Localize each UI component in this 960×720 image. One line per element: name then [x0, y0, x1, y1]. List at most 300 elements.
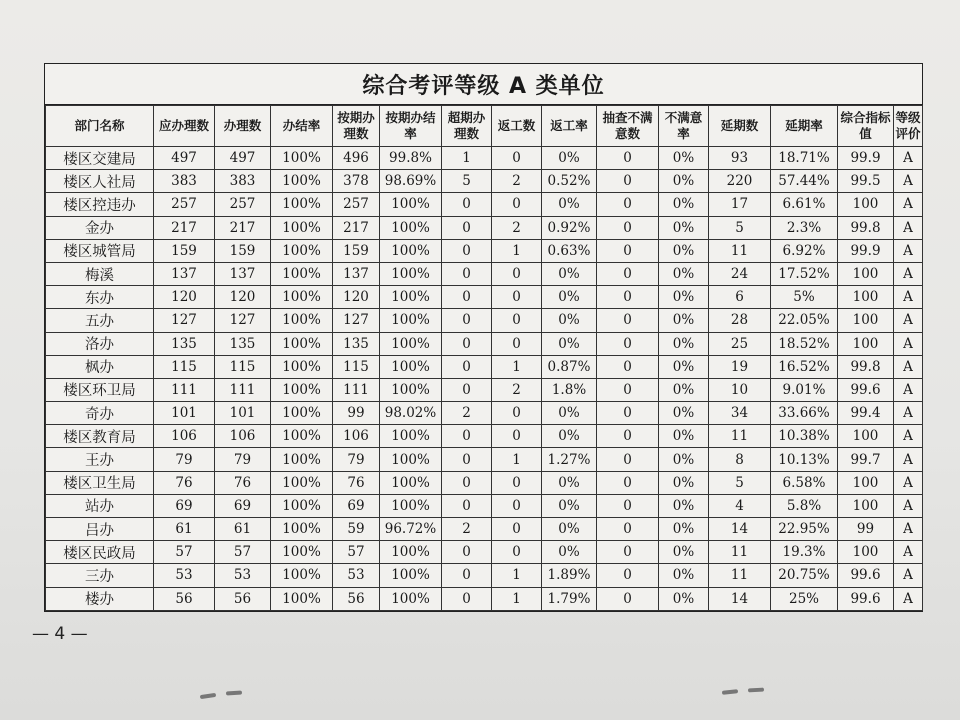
- table-cell: 0: [597, 471, 659, 494]
- table-cell: 2: [492, 170, 542, 193]
- table-cell: 14: [709, 587, 771, 610]
- table-row: [46, 402, 923, 425]
- table-cell: 10: [709, 378, 771, 401]
- column-header: 按期办结率: [380, 106, 442, 147]
- table-cell: 56: [333, 587, 380, 610]
- table-cell: 24: [709, 262, 771, 285]
- table-cell: 0%: [542, 494, 597, 517]
- table-cell: 99.6: [838, 587, 894, 610]
- table-cell: 100%: [380, 332, 442, 355]
- table-cell: 106: [215, 425, 271, 448]
- table-cell: 57: [333, 541, 380, 564]
- table-row: [46, 564, 923, 587]
- table-cell: 99.8: [838, 216, 894, 239]
- table-cell: 100%: [271, 262, 333, 285]
- table-cell: 8: [709, 448, 771, 471]
- table-cell: 0%: [542, 147, 597, 170]
- table-cell: 1: [442, 147, 492, 170]
- table-cell: A: [894, 587, 923, 610]
- table-cell: 19.3%: [771, 541, 838, 564]
- table-cell: 69: [154, 494, 215, 517]
- table-body: [46, 147, 923, 611]
- table-row: [46, 355, 923, 378]
- table-cell: 0: [442, 193, 492, 216]
- table-cell: 100%: [271, 147, 333, 170]
- table-cell: A: [894, 471, 923, 494]
- table-cell: 100: [838, 494, 894, 517]
- table-cell: 0: [597, 332, 659, 355]
- table-cell: 53: [333, 564, 380, 587]
- table-cell: A: [894, 541, 923, 564]
- table-row: [46, 587, 923, 610]
- table-cell: 111: [333, 378, 380, 401]
- table-cell: 69: [333, 494, 380, 517]
- table-cell: 76: [154, 471, 215, 494]
- table-cell: 0: [492, 262, 542, 285]
- table-cell: 17: [709, 193, 771, 216]
- table-cell: 497: [215, 147, 271, 170]
- table-cell: 100%: [271, 286, 333, 309]
- table-cell: 0%: [659, 378, 709, 401]
- paper-clip-mark: [200, 693, 216, 699]
- table-cell: 1: [492, 564, 542, 587]
- table-cell: 0%: [542, 541, 597, 564]
- table-cell: 0%: [659, 332, 709, 355]
- paper-clip-mark: [722, 689, 738, 695]
- table-cell: 6: [709, 286, 771, 309]
- table-cell: 0: [492, 193, 542, 216]
- table-cell: 99.6: [838, 564, 894, 587]
- table-cell: 0: [442, 448, 492, 471]
- table-cell: 0: [597, 518, 659, 541]
- table-cell: 101: [154, 402, 215, 425]
- table-cell: 135: [154, 332, 215, 355]
- table-cell: 100: [838, 541, 894, 564]
- table-cell: 0%: [542, 518, 597, 541]
- table-cell: 98.69%: [380, 170, 442, 193]
- table-row: [46, 378, 923, 401]
- table-cell: 99.8%: [380, 147, 442, 170]
- table-cell: 0%: [542, 425, 597, 448]
- table-cell: 100%: [271, 448, 333, 471]
- table-cell: 2.3%: [771, 216, 838, 239]
- department-name-cell: 吕办: [46, 518, 154, 541]
- table-cell: 100%: [380, 564, 442, 587]
- table-cell: 0%: [542, 262, 597, 285]
- table-cell: 0: [597, 170, 659, 193]
- table-cell: 100%: [380, 587, 442, 610]
- table-cell: 120: [154, 286, 215, 309]
- table-cell: 0%: [542, 286, 597, 309]
- table-cell: 383: [215, 170, 271, 193]
- table-cell: 106: [154, 425, 215, 448]
- table-cell: 0: [442, 286, 492, 309]
- table-cell: 100%: [271, 216, 333, 239]
- table-cell: 19: [709, 355, 771, 378]
- table-cell: 135: [333, 332, 380, 355]
- table-cell: 0%: [659, 448, 709, 471]
- table-cell: 0: [597, 355, 659, 378]
- table-cell: 0%: [659, 494, 709, 517]
- column-header: 返工率: [542, 106, 597, 147]
- table-cell: 0: [442, 471, 492, 494]
- table-cell: 0: [442, 239, 492, 262]
- table-cell: 220: [709, 170, 771, 193]
- table-cell: 100%: [380, 216, 442, 239]
- table-cell: 0: [442, 309, 492, 332]
- department-name-cell: 五办: [46, 309, 154, 332]
- table-cell: 120: [333, 286, 380, 309]
- table-cell: 100%: [271, 378, 333, 401]
- table-cell: 100%: [271, 518, 333, 541]
- table-cell: 0: [492, 541, 542, 564]
- table-cell: 11: [709, 541, 771, 564]
- table-cell: 10.13%: [771, 448, 838, 471]
- table-cell: 6.58%: [771, 471, 838, 494]
- table-cell: 11: [709, 564, 771, 587]
- table-cell: 111: [154, 378, 215, 401]
- table-cell: 137: [154, 262, 215, 285]
- table-cell: 57.44%: [771, 170, 838, 193]
- table-cell: 159: [215, 239, 271, 262]
- table-cell: 2: [492, 378, 542, 401]
- table-cell: 53: [154, 564, 215, 587]
- table-cell: 0: [442, 425, 492, 448]
- table-cell: 100%: [380, 425, 442, 448]
- column-header: 综合指标值: [838, 106, 894, 147]
- table-cell: 115: [154, 355, 215, 378]
- table-cell: 93: [709, 147, 771, 170]
- table-cell: 99.4: [838, 402, 894, 425]
- table-cell: 0: [442, 564, 492, 587]
- table-cell: A: [894, 448, 923, 471]
- table-cell: A: [894, 286, 923, 309]
- table-cell: 0%: [659, 286, 709, 309]
- column-header: 延期数: [709, 106, 771, 147]
- table-cell: 100: [838, 262, 894, 285]
- table-cell: 99: [333, 402, 380, 425]
- table-cell: A: [894, 494, 923, 517]
- table-cell: 5: [709, 471, 771, 494]
- paper-clip-mark: [748, 688, 764, 693]
- table-cell: 22.95%: [771, 518, 838, 541]
- table-cell: 57: [215, 541, 271, 564]
- table-cell: A: [894, 355, 923, 378]
- department-name-cell: 楼区民政局: [46, 541, 154, 564]
- table-cell: 100%: [271, 541, 333, 564]
- table-cell: 28: [709, 309, 771, 332]
- table-cell: 100%: [380, 239, 442, 262]
- table-row: [46, 448, 923, 471]
- table-cell: A: [894, 193, 923, 216]
- table-cell: 0%: [542, 309, 597, 332]
- table-cell: 100%: [271, 425, 333, 448]
- table-cell: 2: [442, 518, 492, 541]
- table-cell: 0%: [659, 216, 709, 239]
- table-cell: 496: [333, 147, 380, 170]
- table-cell: 76: [215, 471, 271, 494]
- table-cell: 0: [597, 564, 659, 587]
- table-cell: 5: [709, 216, 771, 239]
- table-row: [46, 170, 923, 193]
- table-row: [46, 425, 923, 448]
- table-cell: 217: [154, 216, 215, 239]
- table-cell: 79: [333, 448, 380, 471]
- table-cell: 79: [215, 448, 271, 471]
- table-cell: 100%: [380, 286, 442, 309]
- table-cell: 0: [492, 147, 542, 170]
- department-name-cell: 楼办: [46, 587, 154, 610]
- table-cell: 497: [154, 147, 215, 170]
- table-cell: A: [894, 332, 923, 355]
- table-cell: 0: [597, 216, 659, 239]
- table-cell: 100%: [271, 193, 333, 216]
- table-cell: 33.66%: [771, 402, 838, 425]
- table-cell: 11: [709, 239, 771, 262]
- table-cell: 100%: [380, 309, 442, 332]
- table-cell: A: [894, 518, 923, 541]
- table-cell: 17.52%: [771, 262, 838, 285]
- table-cell: 0: [442, 216, 492, 239]
- table-cell: 0: [492, 332, 542, 355]
- table-cell: 98.02%: [380, 402, 442, 425]
- table-cell: 96.72%: [380, 518, 442, 541]
- table-cell: 5: [442, 170, 492, 193]
- table-cell: 99: [838, 518, 894, 541]
- table-cell: 0: [597, 193, 659, 216]
- table-cell: 0: [597, 425, 659, 448]
- table-cell: 0.87%: [542, 355, 597, 378]
- table-cell: 0: [442, 262, 492, 285]
- table-cell: 0%: [542, 402, 597, 425]
- table-cell: 115: [333, 355, 380, 378]
- table-row: [46, 286, 923, 309]
- table-cell: 0: [597, 378, 659, 401]
- table-cell: 0: [442, 494, 492, 517]
- table-cell: 0: [442, 587, 492, 610]
- table-cell: 0: [492, 286, 542, 309]
- table-cell: 0: [492, 518, 542, 541]
- table-cell: 257: [215, 193, 271, 216]
- department-name-cell: 三办: [46, 564, 154, 587]
- table-cell: 0%: [542, 332, 597, 355]
- table-cell: 1.89%: [542, 564, 597, 587]
- table-cell: 100%: [380, 494, 442, 517]
- department-name-cell: 梅溪: [46, 262, 154, 285]
- table-cell: 100%: [380, 471, 442, 494]
- table-row: [46, 309, 923, 332]
- table-cell: 25%: [771, 587, 838, 610]
- table-cell: A: [894, 239, 923, 262]
- evaluation-table: [45, 105, 923, 611]
- table-cell: 61: [215, 518, 271, 541]
- table-cell: A: [894, 216, 923, 239]
- table-cell: 10.38%: [771, 425, 838, 448]
- table-cell: 69: [215, 494, 271, 517]
- table-cell: 378: [333, 170, 380, 193]
- table-cell: 34: [709, 402, 771, 425]
- table-cell: 137: [333, 262, 380, 285]
- table-cell: 0%: [542, 471, 597, 494]
- table-cell: 1.8%: [542, 378, 597, 401]
- table-cell: 135: [215, 332, 271, 355]
- department-name-cell: 楼区教育局: [46, 425, 154, 448]
- table-cell: 99.9: [838, 239, 894, 262]
- table-cell: 0: [442, 378, 492, 401]
- department-name-cell: 楼区控违办: [46, 193, 154, 216]
- table-cell: A: [894, 378, 923, 401]
- table-title: 综合考评等级 A 类单位: [45, 64, 922, 105]
- table-cell: 99.8: [838, 355, 894, 378]
- table-cell: 115: [215, 355, 271, 378]
- table-cell: A: [894, 564, 923, 587]
- table-row: [46, 239, 923, 262]
- table-cell: 4: [709, 494, 771, 517]
- table-cell: 0%: [659, 402, 709, 425]
- table-cell: 0: [492, 425, 542, 448]
- table-cell: 159: [154, 239, 215, 262]
- table-cell: 61: [154, 518, 215, 541]
- table-cell: 0: [597, 494, 659, 517]
- table-row: [46, 216, 923, 239]
- evaluation-document: [44, 63, 923, 612]
- table-cell: 0%: [659, 471, 709, 494]
- table-cell: 0: [492, 402, 542, 425]
- table-cell: 100%: [271, 239, 333, 262]
- table-cell: 0%: [659, 355, 709, 378]
- table-cell: 0%: [659, 309, 709, 332]
- table-cell: 14: [709, 518, 771, 541]
- department-name-cell: 楼区卫生局: [46, 471, 154, 494]
- table-cell: 0: [597, 262, 659, 285]
- table-cell: 100%: [271, 471, 333, 494]
- table-cell: 100%: [271, 587, 333, 610]
- table-cell: 0: [442, 355, 492, 378]
- table-cell: 100: [838, 425, 894, 448]
- table-cell: 0%: [659, 564, 709, 587]
- table-cell: 0: [597, 147, 659, 170]
- table-cell: 0: [442, 332, 492, 355]
- table-cell: 217: [215, 216, 271, 239]
- table-cell: 111: [215, 378, 271, 401]
- table-cell: 127: [154, 309, 215, 332]
- table-cell: 76: [333, 471, 380, 494]
- table-cell: 20.75%: [771, 564, 838, 587]
- table-cell: 99.5: [838, 170, 894, 193]
- table-cell: A: [894, 262, 923, 285]
- table-cell: 56: [154, 587, 215, 610]
- table-cell: 127: [333, 309, 380, 332]
- column-header: 延期率: [771, 106, 838, 147]
- table-cell: 100%: [380, 262, 442, 285]
- table-cell: 106: [333, 425, 380, 448]
- table-cell: 99.7: [838, 448, 894, 471]
- table-cell: 18.52%: [771, 332, 838, 355]
- table-cell: 1: [492, 355, 542, 378]
- table-cell: 5.8%: [771, 494, 838, 517]
- column-header: 返工数: [492, 106, 542, 147]
- table-cell: 100%: [380, 541, 442, 564]
- table-cell: 0%: [659, 518, 709, 541]
- table-cell: 0%: [542, 193, 597, 216]
- department-name-cell: 金办: [46, 216, 154, 239]
- table-cell: 2: [442, 402, 492, 425]
- table-cell: 6.92%: [771, 239, 838, 262]
- table-cell: 137: [215, 262, 271, 285]
- table-cell: 0: [597, 286, 659, 309]
- table-cell: 0.63%: [542, 239, 597, 262]
- table-cell: 100%: [271, 170, 333, 193]
- table-cell: A: [894, 402, 923, 425]
- table-cell: 0: [442, 541, 492, 564]
- table-cell: 1: [492, 448, 542, 471]
- table-cell: 100%: [380, 355, 442, 378]
- table-cell: 0%: [659, 147, 709, 170]
- header-row: [46, 106, 923, 147]
- department-name-cell: 洛办: [46, 332, 154, 355]
- table-cell: 25: [709, 332, 771, 355]
- department-name-cell: 楼区人社局: [46, 170, 154, 193]
- table-cell: 383: [154, 170, 215, 193]
- department-name-cell: 楼区城管局: [46, 239, 154, 262]
- table-row: [46, 147, 923, 170]
- table-row: [46, 332, 923, 355]
- table-cell: 0: [492, 494, 542, 517]
- table-cell: 0%: [659, 170, 709, 193]
- table-cell: 100%: [380, 193, 442, 216]
- table-cell: 100: [838, 193, 894, 216]
- table-cell: 99.9: [838, 147, 894, 170]
- column-header: 不满意率: [659, 106, 709, 147]
- table-cell: 1: [492, 587, 542, 610]
- table-cell: 100: [838, 286, 894, 309]
- table-cell: 1.27%: [542, 448, 597, 471]
- table-cell: 100: [838, 309, 894, 332]
- column-header: 按期办理数: [333, 106, 380, 147]
- department-name-cell: 楼区环卫局: [46, 378, 154, 401]
- table-cell: 100%: [380, 448, 442, 471]
- table-cell: A: [894, 147, 923, 170]
- table-cell: 59: [333, 518, 380, 541]
- table-cell: 1: [492, 239, 542, 262]
- table-cell: 53: [215, 564, 271, 587]
- table-cell: 100: [838, 471, 894, 494]
- table-cell: 0: [597, 402, 659, 425]
- table-cell: 0: [597, 239, 659, 262]
- table-cell: 57: [154, 541, 215, 564]
- column-header: 等级评价: [894, 106, 923, 147]
- table-row: [46, 471, 923, 494]
- table-cell: 99.6: [838, 378, 894, 401]
- column-header: 办理数: [215, 106, 271, 147]
- table-cell: 100: [838, 332, 894, 355]
- table-cell: 18.71%: [771, 147, 838, 170]
- table-cell: 100%: [271, 494, 333, 517]
- table-cell: 127: [215, 309, 271, 332]
- table-cell: 0: [597, 587, 659, 610]
- table-cell: 6.61%: [771, 193, 838, 216]
- table-cell: 0: [492, 309, 542, 332]
- table-cell: 11: [709, 425, 771, 448]
- table-cell: 0%: [659, 262, 709, 285]
- table-cell: 0: [597, 541, 659, 564]
- table-row: [46, 518, 923, 541]
- table-row: [46, 193, 923, 216]
- table-cell: 159: [333, 239, 380, 262]
- table-cell: 0.52%: [542, 170, 597, 193]
- table-cell: 100%: [271, 355, 333, 378]
- page-number: — 4 —: [32, 624, 88, 644]
